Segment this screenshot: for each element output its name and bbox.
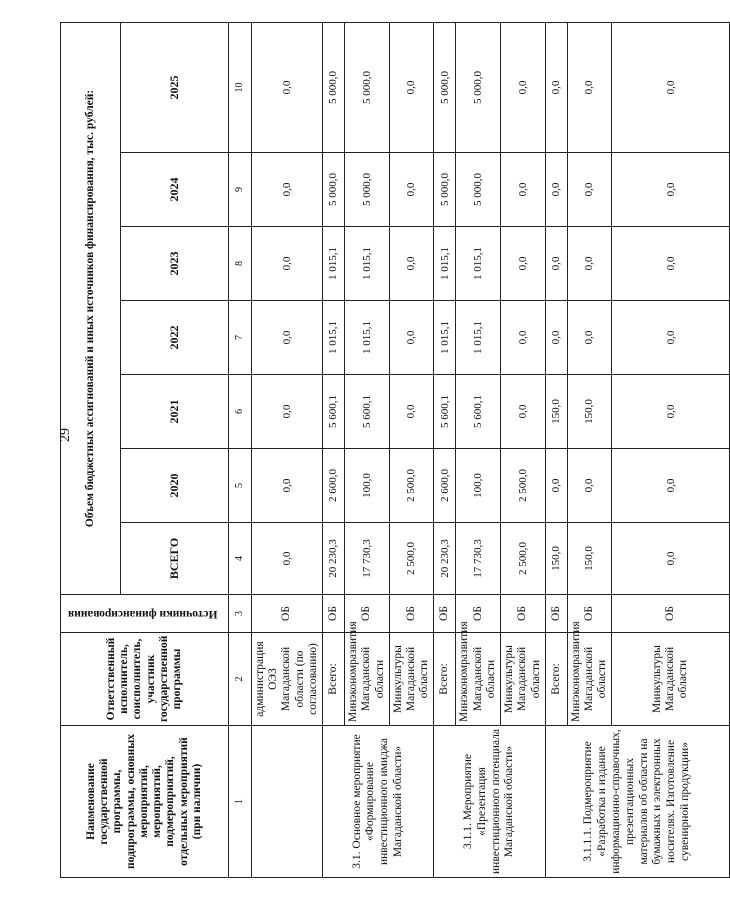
responsible-cell: Минкультуры Магаданской области: [501, 633, 546, 726]
source-cell: ОБ: [345, 595, 390, 633]
header-name: Наименование государственной программы, подпрограммы, основных мероприятий, мероприятий, подмероприятий, отдельных мероприятий (при наличии): [61, 726, 229, 878]
table-row: [434, 22, 456, 877]
source-cell: ОБ: [434, 595, 456, 633]
header-year: 2021: [121, 375, 229, 449]
value-cell: 5 000,0: [323, 22, 345, 152]
value-cell: 5 000,0: [456, 22, 501, 152]
value-cell: 1 015,1: [456, 301, 501, 375]
page-number: 29: [58, 428, 73, 442]
value-cell: 0,0: [252, 227, 323, 301]
source-cell: ОБ: [612, 595, 730, 633]
value-cell: 0,0: [501, 22, 546, 152]
column-number-row: [229, 22, 252, 877]
responsible-cell: Минкультуры Магаданской области: [389, 633, 434, 726]
value-cell: 5 600,1: [323, 375, 345, 449]
header-year: 2023: [121, 227, 229, 301]
header-year: 2024: [121, 153, 229, 227]
value-cell: 0,0: [612, 449, 730, 523]
col-number: 5: [229, 449, 252, 523]
name-cell: 3.1. Основное мероприятие «Формирование инвестиционного имиджа Магаданской области»: [323, 726, 434, 878]
header-funding: Объем бюджетных ассигнований и иных источников финансирования, тыс. рублей:: [61, 22, 121, 594]
value-cell: 0,0: [567, 449, 612, 523]
value-cell: 0,0: [567, 301, 612, 375]
value-cell: 0,0: [501, 153, 546, 227]
value-cell: 1 015,1: [434, 301, 456, 375]
value-cell: 0,0: [252, 22, 323, 152]
funding-table-container: [60, 23, 691, 878]
value-cell: 2 600,0: [323, 449, 345, 523]
value-cell: 0,0: [612, 22, 730, 152]
col-number: 6: [229, 375, 252, 449]
value-cell: 0,0: [501, 375, 546, 449]
value-cell: 0,0: [389, 301, 434, 375]
value-cell: 0,0: [567, 22, 612, 152]
value-cell: 0,0: [612, 523, 730, 595]
value-cell: 5 000,0: [345, 153, 390, 227]
col-number: 4: [229, 523, 252, 595]
responsible-cell: администрация ОЭЗ Магаданской области (по согласованию): [252, 633, 323, 726]
value-cell: 0,0: [612, 153, 730, 227]
value-cell: 1 015,1: [323, 227, 345, 301]
value-cell: 17 730,3: [345, 523, 390, 595]
value-cell: 0,0: [545, 153, 567, 227]
value-cell: 20 230,3: [434, 523, 456, 595]
name-cell: 3.1.1.1. Подмероприятие «Разработка и издание информационно-справочных, презентационных материалов об области на бумажных и электронных носителях. Изготовление сувенирной продукции»: [545, 726, 730, 878]
header-year: 2022: [121, 301, 229, 375]
responsible-cell: Всего:: [323, 633, 345, 726]
col-number: 2: [229, 633, 252, 726]
value-cell: 5 000,0: [323, 153, 345, 227]
source-cell: ОБ: [545, 595, 567, 633]
header-responsible: Ответственный исполнитель, соисполнитель, участник государственной программы: [61, 633, 229, 726]
table-row: [323, 22, 345, 877]
value-cell: 0,0: [252, 153, 323, 227]
value-cell: 5 000,0: [456, 153, 501, 227]
source-cell: ОБ: [389, 595, 434, 633]
col-number: 7: [229, 301, 252, 375]
value-cell: 0,0: [252, 449, 323, 523]
value-cell: 5 600,1: [434, 375, 456, 449]
value-cell: 2 500,0: [389, 449, 434, 523]
col-number: 9: [229, 153, 252, 227]
value-cell: 2 500,0: [501, 523, 546, 595]
value-cell: 0,0: [389, 22, 434, 152]
value-cell: 1 015,1: [434, 227, 456, 301]
value-cell: 0,0: [612, 375, 730, 449]
header-source: [61, 595, 229, 633]
header-total: ВСЕГО: [121, 523, 229, 595]
header-year: 2020: [121, 449, 229, 523]
responsible-cell: Минэкономразвития Магаданской области: [345, 633, 390, 726]
value-cell: 0,0: [545, 22, 567, 152]
header-year: 2025: [121, 22, 229, 152]
value-cell: 0,0: [612, 227, 730, 301]
value-cell: 0,0: [252, 301, 323, 375]
value-cell: 17 730,3: [456, 523, 501, 595]
value-cell: 0,0: [252, 523, 323, 595]
value-cell: 2 500,0: [501, 449, 546, 523]
value-cell: 150,0: [545, 375, 567, 449]
responsible-cell: Всего:: [545, 633, 567, 726]
value-cell: 0,0: [389, 375, 434, 449]
value-cell: 1 015,1: [345, 227, 390, 301]
funding-table: [60, 22, 730, 878]
table-row: [545, 22, 567, 877]
name-cell: [252, 726, 323, 878]
col-number: 8: [229, 227, 252, 301]
value-cell: 100,0: [345, 449, 390, 523]
value-cell: 20 230,3: [323, 523, 345, 595]
value-cell: 0,0: [389, 153, 434, 227]
col-number: 3: [229, 595, 252, 633]
value-cell: 1 015,1: [323, 301, 345, 375]
col-number: 1: [229, 726, 252, 878]
value-cell: 1 015,1: [345, 301, 390, 375]
responsible-cell: Всего:: [434, 633, 456, 726]
source-cell: ОБ: [567, 595, 612, 633]
value-cell: 5 600,1: [345, 375, 390, 449]
value-cell: 5 000,0: [434, 22, 456, 152]
value-cell: 150,0: [567, 375, 612, 449]
value-cell: 1 015,1: [456, 227, 501, 301]
value-cell: 5 000,0: [345, 22, 390, 152]
value-cell: 0,0: [501, 301, 546, 375]
value-cell: 0,0: [545, 301, 567, 375]
table-row: [252, 22, 323, 877]
value-cell: 0,0: [389, 227, 434, 301]
value-cell: 5 600,1: [456, 375, 501, 449]
value-cell: 0,0: [567, 153, 612, 227]
name-cell: 3.1.1. Мероприятие «Презентация инвестиционного потенциала Магаданской области»: [434, 726, 545, 878]
value-cell: 100,0: [456, 449, 501, 523]
value-cell: 0,0: [567, 227, 612, 301]
value-cell: 150,0: [567, 523, 612, 595]
value-cell: 150,0: [545, 523, 567, 595]
source-cell: ОБ: [323, 595, 345, 633]
col-number: 10: [229, 22, 252, 152]
responsible-cell: Минэкономразвития Магаданской области: [456, 633, 501, 726]
header-source-text: Источники финансирования: [67, 608, 218, 621]
value-cell: 0,0: [545, 449, 567, 523]
source-cell: ОБ: [501, 595, 546, 633]
value-cell: 0,0: [501, 227, 546, 301]
value-cell: 0,0: [612, 301, 730, 375]
value-cell: 2 500,0: [389, 523, 434, 595]
responsible-cell: Минкультуры Магаданской области: [612, 633, 730, 726]
source-cell: ОБ: [456, 595, 501, 633]
value-cell: 2 600,0: [434, 449, 456, 523]
value-cell: 0,0: [545, 227, 567, 301]
source-cell: ОБ: [252, 595, 323, 633]
responsible-cell: Минэкономразвития Магаданской области: [567, 633, 612, 726]
value-cell: 5 000,0: [434, 153, 456, 227]
value-cell: 0,0: [252, 375, 323, 449]
